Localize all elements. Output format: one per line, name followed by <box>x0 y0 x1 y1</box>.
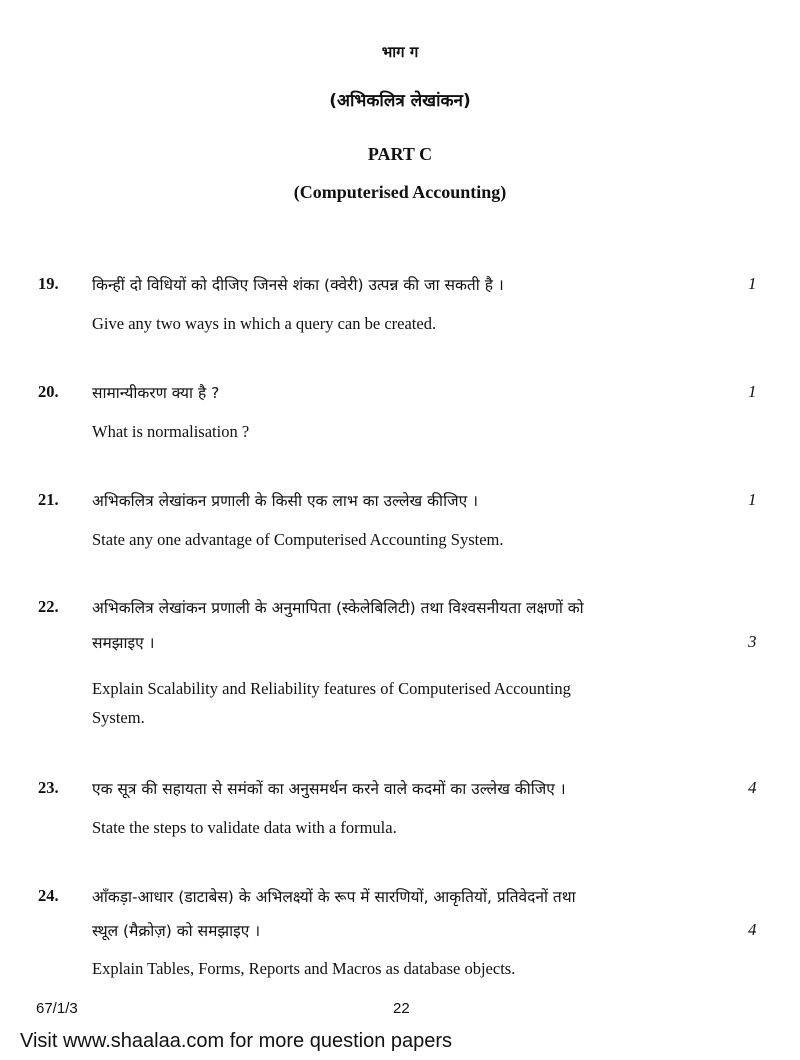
question-text-hindi: स्थूल (मैक्रोज़) को समझाइए । <box>92 922 261 940</box>
question-marks: 1 <box>748 382 757 401</box>
question-marks: 1 <box>748 490 757 509</box>
part-title: PART C <box>367 144 433 164</box>
question-text-hindi: समझाइए । <box>92 634 155 652</box>
question-number: 24. <box>38 886 59 905</box>
question-number: 21. <box>38 490 59 509</box>
question-marks: 4 <box>748 778 757 797</box>
question-text: Explain Tables, Forms, Reports and Macros as database objects. <box>92 959 516 978</box>
question-marks: 1 <box>748 274 757 293</box>
subtitle-hindi: (अभिकलित्र लेखांकन) <box>329 91 471 111</box>
question-text: Explain Scalability and Reliability features of Computerised Accounting <box>92 679 571 698</box>
question-text: What is normalisation ? <box>92 422 250 441</box>
question-text: State the steps to validate data with a formula. <box>92 818 397 837</box>
page-number: 22 <box>393 1000 410 1017</box>
question-text-hindi: अभिकलित्र लेखांकन प्रणाली के किसी एक लाभ का उल्लेख कीजिए । <box>92 492 478 510</box>
question-text-hindi: अभिकलित्र लेखांकन प्रणाली के अनुमापिता (स्केलेबिलिटी) तथा विश्वसनीयता लक्षणों को <box>92 599 584 617</box>
part-title-hindi: भाग ग <box>381 43 419 61</box>
question-text: System. <box>92 708 145 727</box>
question-number: 22. <box>38 597 59 616</box>
watermark-circle <box>92 212 712 832</box>
question-text-hindi: एक सूत्र की सहायता से समंकों का अनुसमर्थन करने वाले कदमों का उल्लेख कीजिए । <box>92 780 566 798</box>
visit-link[interactable]: Visit www.shaalaa.com for more question papers <box>20 1030 453 1052</box>
question-number: 19. <box>38 274 59 293</box>
paper-code: 67/1/3 <box>36 1000 78 1017</box>
question-number: 20. <box>38 382 59 401</box>
question-text-hindi: किन्हीं दो विधियों को दीजिए जिनसे शंका (क्वेरी) उत्पन्न की जा सकती है । <box>92 276 504 294</box>
question-text-hindi: आँकड़ा-आधार (डाटाबेस) के अभिलक्ष्यों के रूप में सारणियों, आकृतियों, प्रतिवेदनों तथा <box>92 888 576 906</box>
question-text: Give any two ways in which a query can be created. <box>92 314 437 333</box>
question-text-hindi: सामान्यीकरण क्या है ? <box>92 384 220 402</box>
question-marks: 3 <box>748 632 757 651</box>
question-number: 23. <box>38 778 59 797</box>
question-marks: 4 <box>748 920 757 939</box>
question-text: State any one advantage of Computerised Accounting System. <box>92 530 504 549</box>
subtitle: (Computerised Accounting) <box>293 182 507 202</box>
